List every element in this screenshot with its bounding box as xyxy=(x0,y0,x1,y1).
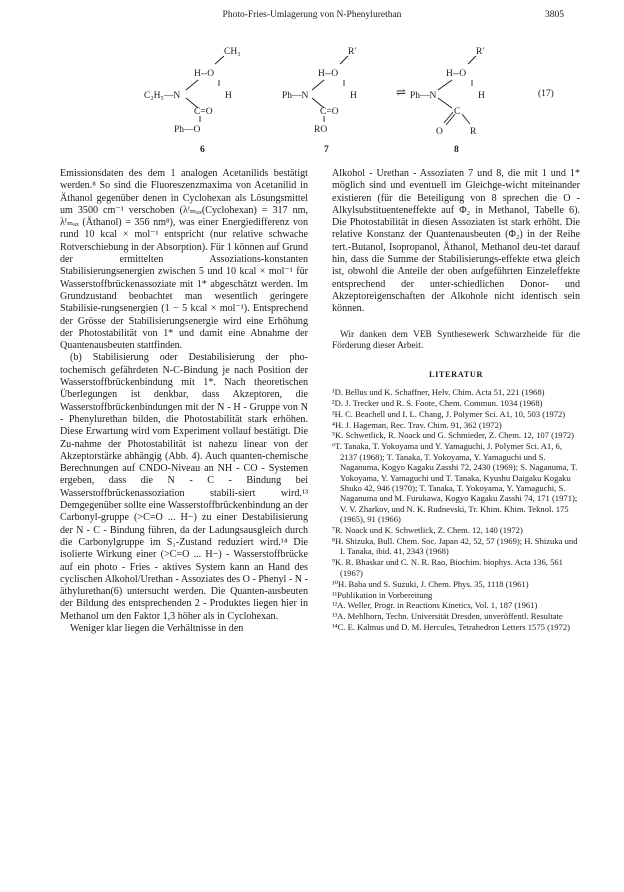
reference-item: ⁹K. R. Bhaskar und C. N. R. Rao, Biochim. biophys. Acta 136, 561 (1967) xyxy=(332,557,563,578)
literature-heading: LITERATUR xyxy=(428,369,484,379)
acknowledgement: Wir danken dem VEB Synthesewerk Schwarzheide für die Förderung dieser Arbeit. xyxy=(332,329,580,352)
s7-co: C=O xyxy=(320,107,339,117)
scheme-figure xyxy=(60,30,564,160)
s8-top: R′ xyxy=(476,47,485,57)
reference-item: ⁵K. Schwetlick, R. Noack und G. Schmieder, Z. Chem. 12, 107 (1972) xyxy=(332,430,575,441)
page-number: 3805 xyxy=(545,10,564,20)
reference-item: ¹¹Publikation in Vorbereitung xyxy=(332,589,433,600)
right-column xyxy=(332,168,580,633)
left-column xyxy=(60,168,308,635)
s7-hbond: H--O xyxy=(318,69,339,79)
equation-number: (17) xyxy=(538,89,554,99)
reference-item: ⁷R. Noack und K. Schwetlick, Z. Chem. 12, 140 (1972) xyxy=(332,525,523,536)
paragraph: Emissionsdaten des dem 1 analogen Acetanilids bestätigt werden.⁸ So sind die Fluoreszenzmaxima von Acetanilid in Äthanol gegenüber denen in Cyclohexan als Lösungsmittel um 3500 cm⁻¹ verschoben (λᶠₘₐₓ(Cyclohexan) = 317 nm, λᶠₘₐₓ (Äthanol) = 356 nm⁸), was einer Energiedifferenz von rund 10 kcal × mol⁻¹ entspricht (nur relative schwache Rotverschiebung in der Absorption). Für 1 können auf Grund der ermittelten Assoziations-konstanten Stabilisierungsenergien zwischen 5 und 10 kcal × mol⁻¹ für Wasserstoffbrückenassoziate mit 1* abgeschätzt werden. Im Grundzustand beobachtet man wesentlich geringere Stabilisie-rungsenergien (1 − 5 kcal × mol⁻¹). Entsprechend der Grösse der Stabilisierungsenergie wird eine Erhöhung der Photostabilität von 1* und damit eine Abnahme der Quantenausbeuten stattfinden. xyxy=(60,168,308,352)
reference-item: ⁴H. J. Hageman, Rec. Trav. Chim. 91, 362 (1972) xyxy=(332,419,502,430)
paragraph: (b) Stabilisierung oder Destabilisierung der pho-tochemisch gefährdeten N-C-Bindung je nach Position der Wasserstoffbrückenbindung mit 1*. Nach theoretischen Überlegungen ist denkbar, dass Akzeptoren, die Wasserstoffbrückenbindungen mit der N - H - Gruppe von N - Phenylurethan bilden, die Photostabilität stark erhöhen. Diese Erwartung wird vom Experiment vollauf bestätigt. Die Zu-nahme der Photostabilität ist nahezu linear von der Akzeptorstärke abhängig (Abb. 4). Auch quanten-chemische Berechnungen auf CNDO-Niveau an NH - CO - Systemen ergeben, dass die N - C - Bindung bei Wasserstoffbrückenassoziation stabili-siert wird.¹³ Demgegenüber sollte eine Wasserstoffbrückenbindung an der Carbonyl-gruppe (>C=O ... H−) zu einer Destabilisierung der N - C - Bindung führen, da der Ladungsausgleich durch die Carbonylgruppe im S₁-Zustand reduziert wird.¹⁴ Die isolierte Wirkung einer (>C=O ... H−) - Wasserstoffbrücke auf ein photo - Fries - aktives System kann an Hand des cyclischen Alkohol/Urethan - Assoziates des O - Phenyl - N - äthylurethan(6) untersucht werden. Die Quanten-ausbeuten der Bildung des entsprechenden 2 - Produktes liegen hier in Methanol um den Faktor 1,3 höher als in Cyclohexan. xyxy=(60,352,308,622)
reference-item: ¹²A. Weller, Progr. in Reactions Kinetics, Vol. 1, 187 (1961) xyxy=(332,600,538,611)
s7-h: H xyxy=(350,91,357,101)
reference-item: ¹³A. Mehlhorn, Techn. Universität Dresden, unveröffentl. Resultate xyxy=(332,611,563,622)
s6-left: C₂H₅—N xyxy=(144,91,181,101)
paragraph: Weniger klar liegen die Verhältnisse in den xyxy=(70,622,244,634)
reaction-scheme xyxy=(60,30,564,160)
s8-left: Ph—N xyxy=(410,91,437,101)
running-title: Photo-Fries-Umlagerung von N-Phenylurethan xyxy=(222,10,402,20)
s8-label: 8 xyxy=(454,145,459,155)
reference-item: ¹⁴C. E. Kalmus und D. M. Hercules, Tetrahedron Letters 1575 (1972) xyxy=(332,622,570,633)
s8-c: C xyxy=(454,107,461,117)
reference-list xyxy=(332,387,580,633)
reference-item: ²D. J. Trecker und R. S. Foote, Chem. Commun. 1034 (1968) xyxy=(332,397,543,408)
s8-hbond: H--O xyxy=(446,69,467,79)
s8-h: H xyxy=(478,91,485,101)
s7-bottom: RO xyxy=(314,125,328,135)
reference-item: ¹⁰H. Baba und S. Suzuki, J. Chem. Phys. 35, 1118 (1961) xyxy=(332,578,529,589)
equilibrium-arrow: ⇌ xyxy=(396,85,407,99)
s6-hbond: H--O xyxy=(194,69,215,79)
s7-top: R′ xyxy=(348,47,357,57)
s6-co: C=O xyxy=(194,107,213,117)
s7-label: 7 xyxy=(324,145,329,155)
s8-r: R xyxy=(470,127,477,137)
s8-o: O xyxy=(436,127,443,137)
reference-item: ¹D. Bellus und K. Schaffner, Helv. Chim. Acta 51, 221 (1968) xyxy=(332,386,545,397)
s7-left: Ph—N xyxy=(282,91,309,101)
s6-bottom: Ph—O xyxy=(174,125,201,135)
reference-item: ⁸H. Shizuka, Bull. Chem. Soc. Japan 42, 52, 57 (1969); H. Shizuka und I. Tanaka, ibid. 41, 2343 (1968) xyxy=(332,536,578,557)
paragraph: Alkohol - Urethan - Assoziaten 7 und 8, die mit 1 und 1* möglich sind und eventuell im Gleichge-wicht miteinander existieren (für die Beteiligung von 8 sprechen die O - Alkylsubstituenteneffekte auf Φ₂ in Methanol, Tabelle 6). Die Photostabilität in diesen Assoziaten ist stark erhöht. Die relative Konstanz der Quantenausbeuten (Φ₂) in der Reihe tert.-Butanol, Isopropanol, Äthanol, Methanol deu-tet darauf hin, dass die Summe der Stabilisierungs-effekte etwa gleich ist, obwohl die Anteile der oben aufgeführten Einzeleffekte entsprechend der unter-schiedlichen Donor- und Akzeptoreigenschaften der Alkohole nicht identisch sein können. xyxy=(332,168,580,315)
s6-h: H xyxy=(225,91,232,101)
reference-item: ³H. C. Beachell und I. L. Chang, J. Polymer Sci. A1, 10, 503 (1972) xyxy=(332,408,566,419)
s6-top: CH₃ xyxy=(224,47,241,57)
reference-item: ⁶T. Tanaka, T. Yokoyama und Y. Yamaguchi, J. Polymer Sci. A1, 6, 2137 (1968); T. Tanaka, T. Yokoyama, Y. Yamaguchi und S. Naganuma, Kogyo Kagaku Zasshi 72, 2430 (1969); S. Naganuma, T. Yokoyama, Y. Yamaguchi und T. Tanaka, Kyushu Daigaku Kogaku Shuko 42, 946 (1970); T. Tanaka, T. Yokoyama, Y. Yamaguchi, S. Naganuma und M. Furukawa, Kogyo Kagaku Zasshi 74, 171 (1971); V. V. Zharkov, und N. K. Rudnevski, Tr. Khim. Khim. Teknol. 175 (1965), 91 (1966) xyxy=(332,441,578,525)
s6-label: 6 xyxy=(200,145,205,155)
